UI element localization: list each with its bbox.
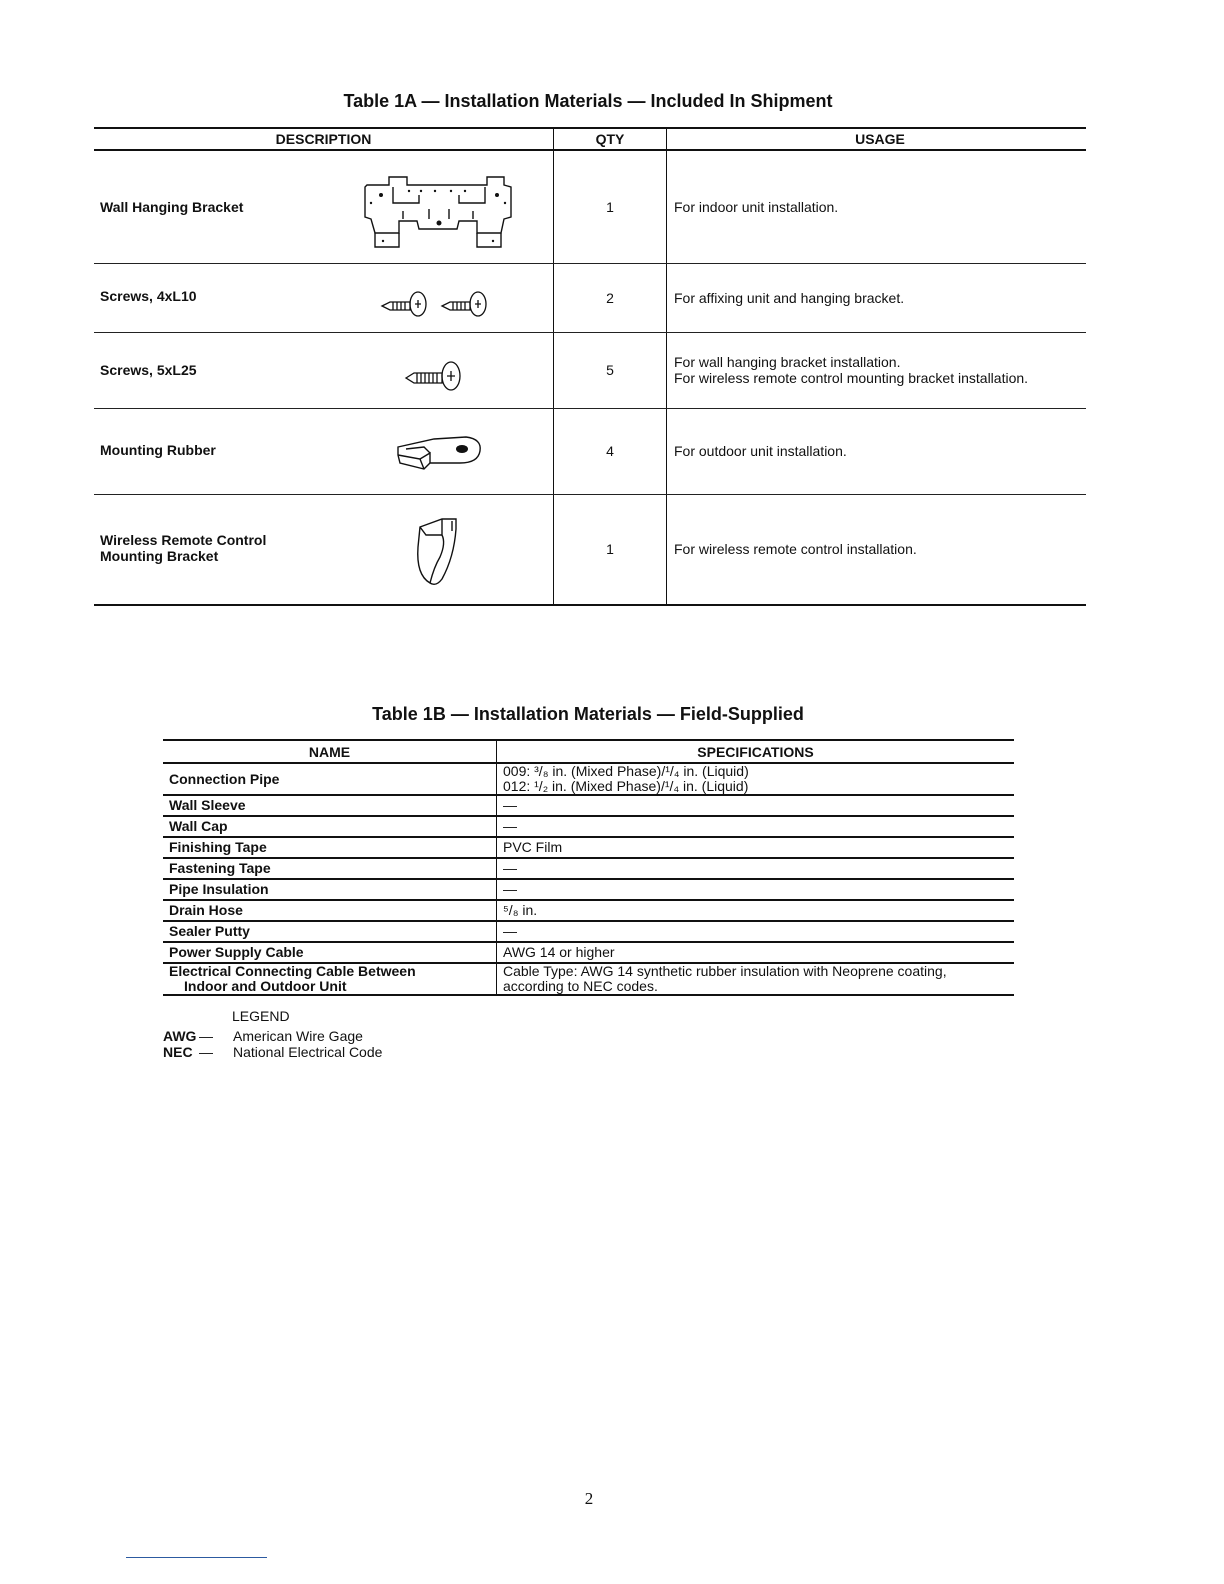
table-row [163,858,1014,879]
qty-cell: 5 [554,332,667,408]
name-cell: Power Supply Cable [163,942,497,963]
table-row [163,921,1014,942]
name-cell: Sealer Putty [163,921,497,942]
spec-cell: AWG 14 or higher [497,942,1015,963]
table-1b-title: Table 1B — Installation Materials — Field-Supplied [372,704,804,724]
name-cell: Wall Cap [163,816,497,837]
legend-item [163,1028,382,1044]
qty-cell: 1 [554,494,667,605]
spec-line: 012: ¹/₂ in. (Mixed Phase)/¹/₄ in. (Liquid) [503,778,749,794]
table-1a-title: Table 1A — Installation Materials — Included In Shipment [343,91,833,111]
footer-rule [126,1557,267,1558]
table-1a-header-row [94,128,1086,150]
name-cell: Pipe Insulation [163,879,497,900]
description-cell [94,494,554,605]
spec-line: 009: ³/₈ in. (Mixed Phase)/¹/₄ in. (Liquid) [503,763,749,779]
usage-cell [667,408,1087,494]
legend-abbr: AWG [163,1028,197,1044]
spec-cell: — [497,858,1015,879]
spec-cell: — [497,816,1015,837]
table-row [163,900,1014,921]
legend [163,1008,382,1060]
legend-meaning: National Electrical Code [233,1044,383,1060]
spec-cell [497,963,1015,995]
legend-dash: — [199,1044,213,1060]
description-cell [94,332,554,408]
spec-cell: — [497,921,1015,942]
table-row [163,942,1014,963]
wall-hanging-bracket-icon [359,173,514,253]
table-1b-header-row [163,740,1014,763]
table-row [94,150,1086,263]
page-number: 2 [584,1489,594,1508]
usage-line: For wall hanging bracket installation. [674,354,901,370]
usage-cell [667,494,1087,605]
spec-cell: — [497,879,1015,900]
name-cell: Fastening Tape [163,858,497,879]
name-cell [163,963,497,995]
table-row [163,837,1014,858]
legend-item [163,1044,382,1060]
usage-line: For indoor unit installation. [674,198,839,215]
legend-dash: — [199,1028,213,1044]
description-line: Screws, 5xL25 [100,362,197,378]
description-line: Mounting Bracket [100,548,219,565]
header-usage: USAGE [667,128,1087,150]
description-text [100,288,197,304]
legend-abbr: NEC [163,1044,193,1060]
table-row [94,408,1086,494]
name-cell: Wall Sleeve [163,795,497,816]
table-1b [163,739,1014,996]
description-cell [94,263,554,332]
table-row [94,263,1086,332]
legend-meaning: American Wire Gage [233,1028,363,1044]
name-line: Electrical Connecting Cable Between [169,963,416,979]
header-specifications: SPECIFICATIONS [497,740,1015,763]
name-cell: Finishing Tape [163,837,497,858]
header-name: NAME [163,740,497,763]
remote-bracket-icon [412,517,462,589]
description-text [100,362,197,378]
description-line: Wall Hanging Bracket [100,198,244,215]
spec-line: according to NEC codes. [503,978,658,994]
qty-cell: 4 [554,408,667,494]
screw-small-icon [380,288,495,320]
usage-line: For affixing unit and hanging bracket. [674,289,905,306]
table-row [163,816,1014,837]
qty-cell: 2 [554,263,667,332]
description-cell [94,150,554,263]
description-text [100,442,216,458]
description-cell [94,408,554,494]
name-cell: Connection Pipe [163,763,497,795]
mounting-rubber-icon [394,433,486,473]
table-row [94,494,1086,605]
usage-line: For outdoor unit installation. [674,443,847,459]
description-line: Mounting Rubber [100,442,216,458]
spec-cell: PVC Film [497,837,1015,858]
table-row [163,763,1014,795]
legend-title: LEGEND [232,1008,290,1024]
table-row [163,795,1014,816]
description-line: Wireless Remote Control [100,532,267,549]
spec-cell: ⁵/₈ in. [497,900,1015,921]
spec-line: Cable Type: AWG 14 synthetic rubber insulation with Neoprene coating, [503,963,947,979]
usage-line: For wireless remote control installation. [674,541,917,558]
description-text [100,532,266,564]
usage-cell [667,150,1087,263]
qty-cell: 1 [554,150,667,263]
header-description: DESCRIPTION [94,128,554,150]
usage-cell [667,332,1087,408]
usage-line: For wireless remote control mounting bracket installation. [674,370,1029,386]
table-row [163,879,1014,900]
spec-cell [497,763,1015,795]
name-cell: Drain Hose [163,900,497,921]
description-text [100,199,243,215]
usage-cell [667,263,1087,332]
header-qty: QTY [554,128,667,150]
name-line: Indoor and Outdoor Unit [184,978,347,994]
screw-large-icon [404,358,464,394]
table-row [163,963,1014,995]
table-row [94,332,1086,408]
spec-cell: — [497,795,1015,816]
description-line: Screws, 4xL10 [100,287,197,304]
table-1a [94,127,1086,606]
